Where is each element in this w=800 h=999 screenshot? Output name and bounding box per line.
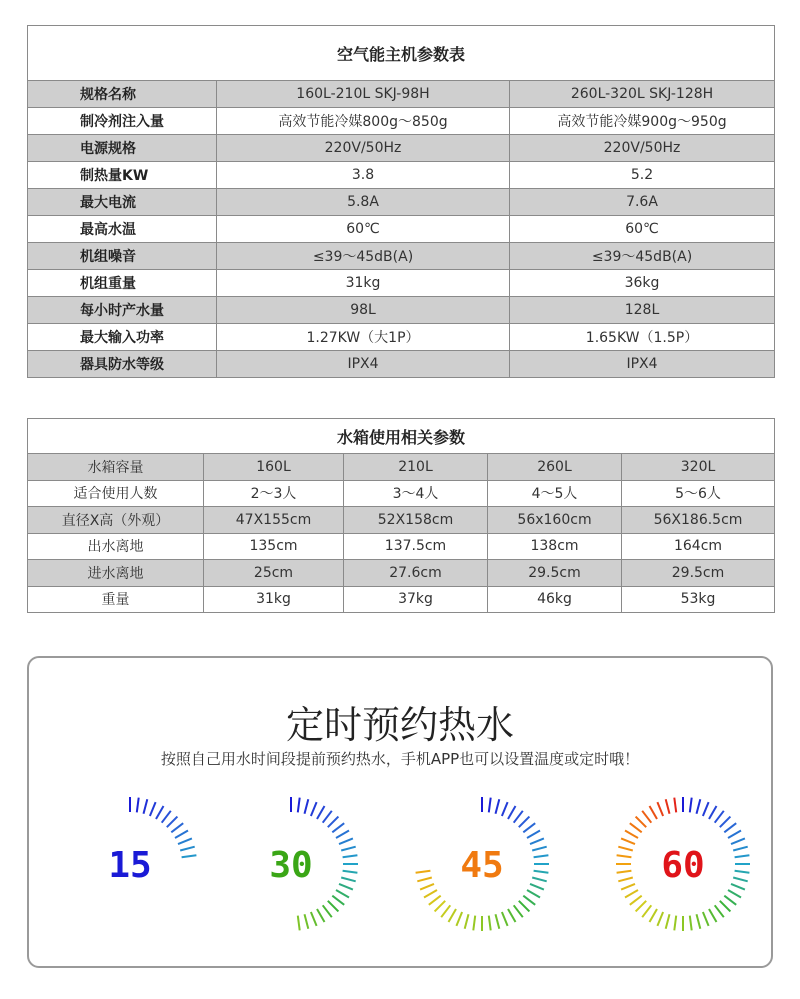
cell-value: 29.5cm	[488, 560, 622, 587]
row-label: 电源规格	[28, 135, 217, 162]
dial-tick	[429, 896, 441, 905]
dial-tick	[733, 878, 748, 882]
dial-tick	[328, 817, 339, 828]
dial-tick	[336, 890, 349, 898]
dial-tick	[311, 802, 317, 816]
dial-15	[108, 797, 196, 886]
cell-value: 高效节能冷媒800g～850g	[217, 108, 510, 135]
dial-tick	[728, 831, 741, 839]
table-row	[28, 189, 775, 216]
dial-tick	[514, 811, 523, 823]
dial-tick	[496, 799, 500, 814]
row-label: 适合使用人数	[28, 480, 204, 507]
timer-subtitle: 按照自己用水时间段提前预约热水，手机APP也可以设置温度或定时哦！	[160, 750, 640, 768]
dial-30	[269, 797, 358, 930]
dial-tick	[311, 912, 317, 926]
row-label: 直径X高（外观）	[28, 507, 204, 534]
cell-value: 5.8A	[217, 189, 510, 216]
cell-value: 4～5人	[488, 480, 622, 507]
spec-table-title: 空气能主机参数表	[28, 26, 775, 81]
dial-tick	[630, 823, 642, 832]
cell-value: 1.65KW（1.5P）	[510, 324, 775, 351]
row-label: 每小时产水量	[28, 297, 217, 324]
row-label: 最高水温	[28, 216, 217, 243]
dial-tick	[657, 802, 663, 816]
row-label: 水箱容量	[28, 454, 204, 481]
cell-value: 高效节能冷媒900g～950g	[510, 108, 775, 135]
cell-value: 3～4人	[344, 480, 488, 507]
dial-tick	[735, 871, 750, 873]
cell-value: 27.6cm	[344, 560, 488, 587]
cell-value: 31kg	[217, 270, 510, 297]
cell-value: ≤39～45dB(A)	[510, 243, 775, 270]
cell-value: 56x160cm	[488, 507, 622, 534]
dial-value: 15	[108, 845, 152, 886]
dial-tick	[709, 909, 717, 922]
cell-value: 135cm	[204, 533, 344, 560]
dial-tick	[424, 890, 437, 898]
cell-value: 25cm	[204, 560, 344, 587]
dial-tick	[630, 896, 642, 905]
table-row	[28, 507, 775, 534]
cell-value: 160L-210L SKJ-98H	[217, 81, 510, 108]
dial-tick	[514, 905, 523, 917]
dial-tick	[697, 914, 701, 929]
dial-tick	[674, 916, 676, 931]
table-row	[28, 162, 775, 189]
dial-tick	[162, 811, 171, 823]
dial-tick	[532, 847, 547, 851]
dial-tick	[150, 802, 156, 816]
dial-tick	[621, 884, 635, 890]
table-row	[28, 480, 775, 507]
dial-tick	[323, 811, 332, 823]
cell-value: 260L	[488, 454, 622, 481]
tank-table	[27, 418, 775, 613]
dial-tick	[731, 838, 745, 844]
row-label: 规格名称	[28, 81, 217, 108]
dial-tick	[715, 811, 724, 823]
dial-tick	[636, 817, 647, 828]
cell-value: 164cm	[622, 533, 775, 560]
cell-value: 56X186.5cm	[622, 507, 775, 534]
dial-45	[416, 797, 549, 931]
dial-tick	[178, 838, 192, 844]
dial-tick	[502, 802, 508, 816]
table-row	[28, 351, 775, 378]
cell-value: 138cm	[488, 533, 622, 560]
dial-tick	[156, 806, 164, 819]
dial-tick	[519, 817, 530, 828]
cell-value: 220V/50Hz	[217, 135, 510, 162]
dial-tick	[341, 878, 356, 882]
dial-tick	[465, 914, 469, 929]
dial-tick	[625, 890, 638, 898]
dial-tick	[621, 838, 635, 844]
table-row	[28, 135, 775, 162]
dial-tick	[508, 806, 516, 819]
dial-tick	[666, 799, 670, 814]
dial-tick	[167, 817, 178, 828]
dial-tick	[339, 838, 353, 844]
dial-tick	[527, 831, 540, 839]
dial-tick	[720, 901, 731, 912]
cell-value: 5～6人	[622, 480, 775, 507]
dial-tick	[617, 871, 632, 873]
row-label: 最大输入功率	[28, 324, 217, 351]
dial-tick	[642, 905, 651, 917]
dial-tick	[523, 896, 535, 905]
dial-tick	[323, 905, 332, 917]
cell-value: 1.27KW（大1P）	[217, 324, 510, 351]
dial-tick	[534, 871, 549, 873]
timer-dials	[29, 658, 775, 970]
cell-value: 7.6A	[510, 189, 775, 216]
table-row	[28, 297, 775, 324]
dial-tick	[441, 905, 450, 917]
dial-tick	[618, 847, 633, 851]
cell-value: 60℃	[217, 216, 510, 243]
dial-tick	[617, 855, 632, 857]
dial-tick	[650, 806, 658, 819]
cell-value: 53kg	[622, 586, 775, 613]
dial-tick	[332, 823, 344, 832]
dial-tick	[508, 909, 516, 922]
row-label: 重量	[28, 586, 204, 613]
dial-tick	[144, 799, 148, 814]
cell-value: 320L	[622, 454, 775, 481]
cell-value: 220V/50Hz	[510, 135, 775, 162]
cell-value: 52X158cm	[344, 507, 488, 534]
dial-tick	[496, 914, 500, 929]
dial-tick	[530, 884, 544, 890]
cell-value: 5.2	[510, 162, 775, 189]
dial-tick	[489, 798, 491, 813]
table-row	[28, 560, 775, 587]
dial-tick	[317, 806, 325, 819]
dial-tick	[473, 916, 475, 931]
cell-value: 128L	[510, 297, 775, 324]
table-row	[28, 533, 775, 560]
dial-tick	[417, 878, 432, 882]
dial-tick	[305, 799, 309, 814]
dial-tick	[137, 798, 139, 813]
dial-tick	[625, 831, 638, 839]
cell-value: 2～3人	[204, 480, 344, 507]
cell-value: 210L	[344, 454, 488, 481]
cell-value: 46kg	[488, 586, 622, 613]
dial-tick	[343, 855, 358, 857]
dial-tick	[489, 916, 491, 931]
dial-value: 30	[269, 845, 313, 886]
dial-tick	[339, 884, 353, 890]
dial-tick	[697, 799, 701, 814]
dial-tick	[690, 916, 692, 931]
dial-tick	[332, 896, 344, 905]
dial-tick	[180, 847, 195, 851]
dial-tick	[416, 871, 431, 873]
dial-tick	[735, 855, 750, 857]
dial-tick	[728, 890, 741, 898]
dial-tick	[298, 798, 300, 813]
dial-tick	[449, 909, 457, 922]
dial-tick	[657, 912, 663, 926]
table-row	[28, 81, 775, 108]
table-row	[28, 324, 775, 351]
dial-tick	[341, 847, 356, 851]
cell-value: 260L-320L SKJ-128H	[510, 81, 775, 108]
dial-tick	[674, 798, 676, 813]
cell-value: 31kg	[204, 586, 344, 613]
cell-value: 60℃	[510, 216, 775, 243]
dial-tick	[666, 914, 670, 929]
table-row	[28, 270, 775, 297]
dial-tick	[532, 878, 547, 882]
cell-value: 36kg	[510, 270, 775, 297]
row-label: 最大电流	[28, 189, 217, 216]
dial-tick	[534, 855, 549, 857]
row-label: 出水离地	[28, 533, 204, 560]
dial-tick	[519, 901, 530, 912]
table-row	[28, 586, 775, 613]
dial-tick	[733, 847, 748, 851]
cell-value: 29.5cm	[622, 560, 775, 587]
cell-value: IPX4	[217, 351, 510, 378]
dial-tick	[703, 802, 709, 816]
cell-value: 37kg	[344, 586, 488, 613]
dial-tick	[523, 823, 535, 832]
dial-tick	[690, 798, 692, 813]
dial-tick	[182, 855, 197, 857]
tank-table-title: 水箱使用相关参数	[28, 419, 775, 454]
cell-value: ≤39～45dB(A)	[217, 243, 510, 270]
table-row	[28, 108, 775, 135]
table-row	[28, 243, 775, 270]
dial-tick	[502, 912, 508, 926]
dial-tick	[336, 831, 349, 839]
row-label: 制热量KW	[28, 162, 217, 189]
cell-value: IPX4	[510, 351, 775, 378]
cell-value: 160L	[204, 454, 344, 481]
dial-tick	[703, 912, 709, 926]
dial-tick	[328, 901, 339, 912]
dial-tick	[724, 896, 736, 905]
dial-tick	[298, 916, 300, 931]
dial-tick	[720, 817, 731, 828]
cell-value: 47X155cm	[204, 507, 344, 534]
timer-title: 定时预约热水	[285, 703, 514, 747]
dial-tick	[435, 901, 446, 912]
timer-panel	[27, 656, 773, 968]
dial-tick	[709, 806, 717, 819]
dial-tick	[175, 831, 188, 839]
dial-value: 45	[460, 845, 504, 886]
dial-tick	[527, 890, 540, 898]
row-label: 制冷剂注入量	[28, 108, 217, 135]
dial-tick	[715, 905, 724, 917]
dial-tick	[343, 871, 358, 873]
dial-tick	[636, 901, 647, 912]
row-label: 进水离地	[28, 560, 204, 587]
dial-60	[616, 797, 750, 931]
dial-tick	[618, 878, 633, 882]
dial-tick	[650, 909, 658, 922]
dial-tick	[305, 914, 309, 929]
cell-value: 137.5cm	[344, 533, 488, 560]
dial-tick	[724, 823, 736, 832]
row-label: 机组重量	[28, 270, 217, 297]
cell-value: 3.8	[217, 162, 510, 189]
dial-tick	[456, 912, 462, 926]
dial-tick	[530, 838, 544, 844]
row-label: 机组噪音	[28, 243, 217, 270]
dial-value: 60	[661, 845, 705, 886]
cell-value: 98L	[217, 297, 510, 324]
dial-tick	[171, 823, 183, 832]
dial-tick	[642, 811, 651, 823]
table-row	[28, 454, 775, 481]
spec-table	[27, 25, 775, 378]
dial-tick	[420, 884, 434, 890]
dial-tick	[731, 884, 745, 890]
row-label: 器具防水等级	[28, 351, 217, 378]
dial-tick	[317, 909, 325, 922]
table-row	[28, 216, 775, 243]
